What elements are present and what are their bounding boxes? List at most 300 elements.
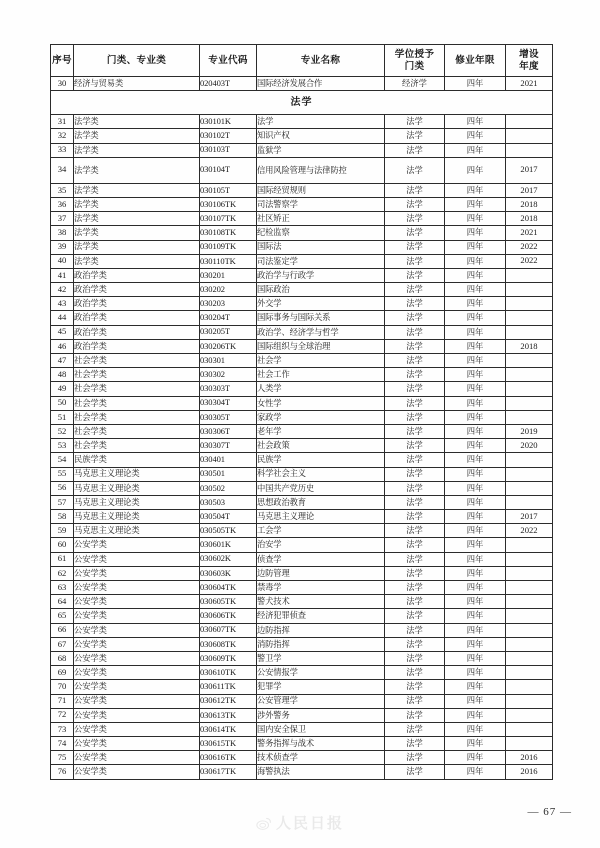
cell-major-name: 马克思主义理论 bbox=[257, 510, 385, 524]
cell-sequence: 38 bbox=[51, 226, 74, 240]
watermark-label: 人民日报 bbox=[275, 815, 344, 832]
majors-table bbox=[50, 44, 553, 780]
cell-sequence: 46 bbox=[51, 339, 74, 353]
cell-category: 公安学类 bbox=[74, 737, 200, 751]
cell-category: 社会学类 bbox=[74, 424, 200, 438]
cell-study-years: 四年 bbox=[445, 354, 506, 368]
cell-major-code: 030611TK bbox=[200, 680, 257, 694]
cell-category: 社会学类 bbox=[74, 382, 200, 396]
cell-sequence: 44 bbox=[51, 311, 74, 325]
column-header-added-year bbox=[506, 45, 553, 77]
table-row bbox=[51, 722, 553, 736]
cell-added-year bbox=[506, 637, 553, 651]
cell-major-code: 030108TK bbox=[200, 226, 257, 240]
cell-major-code: 030103T bbox=[200, 143, 257, 157]
cell-major-name: 国际组织与全球治理 bbox=[257, 339, 385, 353]
cell-major-code: 030304T bbox=[200, 396, 257, 410]
table-row bbox=[51, 311, 553, 325]
cell-major-code: 030612TK bbox=[200, 694, 257, 708]
cell-study-years: 四年 bbox=[445, 566, 506, 580]
table-row bbox=[51, 297, 553, 311]
cell-sequence: 59 bbox=[51, 524, 74, 538]
cell-study-years: 四年 bbox=[445, 439, 506, 453]
cell-added-year: 2022 bbox=[506, 524, 553, 538]
cell-sequence: 60 bbox=[51, 538, 74, 552]
cell-category: 社会学类 bbox=[74, 439, 200, 453]
cell-degree-type: 法学 bbox=[385, 722, 445, 736]
page-number: — 67 — bbox=[527, 806, 572, 818]
cell-major-name: 国际经济发展合作 bbox=[257, 77, 385, 91]
cell-study-years: 四年 bbox=[445, 481, 506, 495]
table-row bbox=[51, 424, 553, 438]
table-row bbox=[51, 283, 553, 297]
cell-study-years: 四年 bbox=[445, 424, 506, 438]
cell-study-years: 四年 bbox=[445, 538, 506, 552]
cell-major-code: 030504T bbox=[200, 510, 257, 524]
cell-added-year bbox=[506, 410, 553, 424]
cell-major-name: 治安学 bbox=[257, 538, 385, 552]
table-row bbox=[51, 737, 553, 751]
cell-major-name: 司法鉴定学 bbox=[257, 254, 385, 268]
cell-added-year bbox=[506, 368, 553, 382]
section-divider-row bbox=[51, 91, 553, 115]
cell-degree-type: 法学 bbox=[385, 566, 445, 580]
cell-category: 法学类 bbox=[74, 197, 200, 211]
cell-degree-type: 法学 bbox=[385, 129, 445, 143]
cell-sequence: 63 bbox=[51, 581, 74, 595]
cell-degree-type: 法学 bbox=[385, 424, 445, 438]
cell-major-code: 030501 bbox=[200, 467, 257, 481]
cell-study-years: 四年 bbox=[445, 240, 506, 254]
table-row bbox=[51, 439, 553, 453]
cell-study-years: 四年 bbox=[445, 396, 506, 410]
cell-category: 经济与贸易类 bbox=[74, 77, 200, 91]
cell-degree-type: 法学 bbox=[385, 226, 445, 240]
cell-category: 公安学类 bbox=[74, 566, 200, 580]
cell-degree-type: 法学 bbox=[385, 623, 445, 637]
cell-sequence: 53 bbox=[51, 439, 74, 453]
cell-major-name: 科学社会主义 bbox=[257, 467, 385, 481]
cell-added-year: 2019 bbox=[506, 424, 553, 438]
cell-sequence: 71 bbox=[51, 694, 74, 708]
cell-added-year bbox=[506, 467, 553, 481]
cell-study-years: 四年 bbox=[445, 226, 506, 240]
cell-category: 公安学类 bbox=[74, 595, 200, 609]
cell-degree-type: 法学 bbox=[385, 666, 445, 680]
cell-category: 公安学类 bbox=[74, 694, 200, 708]
table-row bbox=[51, 254, 553, 268]
cell-category: 政治学类 bbox=[74, 268, 200, 282]
cell-study-years: 四年 bbox=[445, 651, 506, 665]
table-row bbox=[51, 694, 553, 708]
cell-major-code: 030109TK bbox=[200, 240, 257, 254]
cell-degree-type: 法学 bbox=[385, 495, 445, 509]
cell-study-years: 四年 bbox=[445, 495, 506, 509]
cell-major-name: 社会政策 bbox=[257, 439, 385, 453]
cell-degree-type: 法学 bbox=[385, 609, 445, 623]
cell-degree-type: 法学 bbox=[385, 212, 445, 226]
cell-major-name: 警犬技术 bbox=[257, 595, 385, 609]
cell-degree-type: 法学 bbox=[385, 737, 445, 751]
cell-degree-type: 法学 bbox=[385, 183, 445, 197]
cell-category: 公安学类 bbox=[74, 538, 200, 552]
cell-added-year bbox=[506, 538, 553, 552]
table-row bbox=[51, 651, 553, 665]
cell-added-year bbox=[506, 737, 553, 751]
section-title: 法学 bbox=[51, 91, 553, 115]
cell-category: 法学类 bbox=[74, 157, 200, 183]
table-row bbox=[51, 538, 553, 552]
table-header-row bbox=[51, 45, 553, 77]
table-row bbox=[51, 765, 553, 779]
cell-study-years: 四年 bbox=[445, 77, 506, 91]
table-row bbox=[51, 368, 553, 382]
cell-major-name: 监狱学 bbox=[257, 143, 385, 157]
cell-study-years: 四年 bbox=[445, 325, 506, 339]
cell-sequence: 48 bbox=[51, 368, 74, 382]
cell-major-code: 030206TK bbox=[200, 339, 257, 353]
cell-major-code: 030607TK bbox=[200, 623, 257, 637]
cell-added-year: 2018 bbox=[506, 339, 553, 353]
cell-major-name: 警卫学 bbox=[257, 651, 385, 665]
cell-major-name: 侦查学 bbox=[257, 552, 385, 566]
cell-added-year bbox=[506, 694, 553, 708]
column-header-degree bbox=[385, 45, 445, 77]
cell-added-year: 2017 bbox=[506, 510, 553, 524]
cell-category: 公安学类 bbox=[74, 722, 200, 736]
cell-degree-type: 法学 bbox=[385, 297, 445, 311]
cell-major-code: 030602K bbox=[200, 552, 257, 566]
cell-major-code: 030610TK bbox=[200, 666, 257, 680]
cell-major-name: 工会学 bbox=[257, 524, 385, 538]
cell-category: 法学类 bbox=[74, 212, 200, 226]
cell-sequence: 51 bbox=[51, 410, 74, 424]
cell-major-name: 国际政治 bbox=[257, 283, 385, 297]
cell-major-code: 030604TK bbox=[200, 581, 257, 595]
cell-major-name: 女性学 bbox=[257, 396, 385, 410]
cell-sequence: 62 bbox=[51, 566, 74, 580]
cell-degree-type: 法学 bbox=[385, 325, 445, 339]
cell-study-years: 四年 bbox=[445, 197, 506, 211]
cell-added-year bbox=[506, 481, 553, 495]
cell-study-years: 四年 bbox=[445, 382, 506, 396]
cell-major-name: 人类学 bbox=[257, 382, 385, 396]
cell-study-years: 四年 bbox=[445, 115, 506, 129]
cell-category: 民族学类 bbox=[74, 453, 200, 467]
cell-category: 马克思主义理论类 bbox=[74, 524, 200, 538]
cell-study-years: 四年 bbox=[445, 212, 506, 226]
cell-major-code: 030614TK bbox=[200, 722, 257, 736]
table-row bbox=[51, 680, 553, 694]
cell-added-year bbox=[506, 143, 553, 157]
cell-study-years: 四年 bbox=[445, 254, 506, 268]
cell-major-code: 030603K bbox=[200, 566, 257, 580]
table-row bbox=[51, 143, 553, 157]
cell-sequence: 76 bbox=[51, 765, 74, 779]
cell-study-years: 四年 bbox=[445, 637, 506, 651]
cell-major-name: 国际经贸规则 bbox=[257, 183, 385, 197]
column-header-years: 修业年限 bbox=[445, 45, 506, 77]
cell-major-name: 警务指挥与战术 bbox=[257, 737, 385, 751]
column-header-degree-line1: 学位授予 bbox=[394, 49, 435, 61]
cell-major-code: 030101K bbox=[200, 115, 257, 129]
cell-category: 社会学类 bbox=[74, 368, 200, 382]
table-row bbox=[51, 129, 553, 143]
cell-degree-type: 法学 bbox=[385, 694, 445, 708]
cell-major-name: 外交学 bbox=[257, 297, 385, 311]
cell-major-code: 030205T bbox=[200, 325, 257, 339]
cell-added-year bbox=[506, 722, 553, 736]
cell-degree-type: 法学 bbox=[385, 311, 445, 325]
cell-degree-type: 法学 bbox=[385, 368, 445, 382]
cell-added-year: 2021 bbox=[506, 77, 553, 91]
cell-category: 法学类 bbox=[74, 115, 200, 129]
cell-added-year bbox=[506, 651, 553, 665]
cell-category: 公安学类 bbox=[74, 609, 200, 623]
cell-major-code: 030617TK bbox=[200, 765, 257, 779]
table-row bbox=[51, 268, 553, 282]
cell-major-name: 社会工作 bbox=[257, 368, 385, 382]
cell-category: 法学类 bbox=[74, 183, 200, 197]
table-row bbox=[51, 666, 553, 680]
cell-added-year bbox=[506, 325, 553, 339]
cell-degree-type: 法学 bbox=[385, 510, 445, 524]
cell-major-code: 030105T bbox=[200, 183, 257, 197]
cell-added-year bbox=[506, 354, 553, 368]
cell-degree-type: 经济学 bbox=[385, 77, 445, 91]
cell-degree-type: 法学 bbox=[385, 538, 445, 552]
cell-degree-type: 法学 bbox=[385, 157, 445, 183]
cell-category: 公安学类 bbox=[74, 552, 200, 566]
cell-study-years: 四年 bbox=[445, 339, 506, 353]
cell-category: 公安学类 bbox=[74, 751, 200, 765]
cell-degree-type: 法学 bbox=[385, 765, 445, 779]
cell-category: 公安学类 bbox=[74, 708, 200, 722]
cell-category: 公安学类 bbox=[74, 651, 200, 665]
cell-major-name: 信用风险管理与法律防控 bbox=[257, 157, 385, 183]
cell-study-years: 四年 bbox=[445, 680, 506, 694]
column-header-added-line2: 年度 bbox=[519, 60, 539, 72]
cell-category: 政治学类 bbox=[74, 311, 200, 325]
cell-added-year bbox=[506, 268, 553, 282]
cell-degree-type: 法学 bbox=[385, 197, 445, 211]
cell-category: 政治学类 bbox=[74, 339, 200, 353]
cell-study-years: 四年 bbox=[445, 157, 506, 183]
cell-sequence: 54 bbox=[51, 453, 74, 467]
table-row bbox=[51, 453, 553, 467]
cell-major-name: 公安管理学 bbox=[257, 694, 385, 708]
cell-category: 社会学类 bbox=[74, 410, 200, 424]
table-row bbox=[51, 325, 553, 339]
cell-sequence: 32 bbox=[51, 129, 74, 143]
cell-category: 公安学类 bbox=[74, 680, 200, 694]
cell-major-code: 030301 bbox=[200, 354, 257, 368]
cell-major-code: 030605TK bbox=[200, 595, 257, 609]
cell-sequence: 72 bbox=[51, 708, 74, 722]
cell-major-name: 政治学、经济学与哲学 bbox=[257, 325, 385, 339]
cell-degree-type: 法学 bbox=[385, 453, 445, 467]
cell-sequence: 57 bbox=[51, 495, 74, 509]
cell-major-name: 国际法 bbox=[257, 240, 385, 254]
cell-added-year bbox=[506, 623, 553, 637]
table-row bbox=[51, 354, 553, 368]
cell-study-years: 四年 bbox=[445, 595, 506, 609]
cell-sequence: 36 bbox=[51, 197, 74, 211]
cell-added-year bbox=[506, 311, 553, 325]
cell-category: 法学类 bbox=[74, 240, 200, 254]
cell-sequence: 74 bbox=[51, 737, 74, 751]
cell-study-years: 四年 bbox=[445, 311, 506, 325]
cell-category: 政治学类 bbox=[74, 283, 200, 297]
cell-degree-type: 法学 bbox=[385, 382, 445, 396]
cell-degree-type: 法学 bbox=[385, 651, 445, 665]
cell-study-years: 四年 bbox=[445, 467, 506, 481]
cell-study-years: 四年 bbox=[445, 751, 506, 765]
cell-major-code: 030616TK bbox=[200, 751, 257, 765]
cell-study-years: 四年 bbox=[445, 129, 506, 143]
cell-sequence: 56 bbox=[51, 481, 74, 495]
cell-added-year: 2018 bbox=[506, 212, 553, 226]
cell-study-years: 四年 bbox=[445, 510, 506, 524]
cell-sequence: 52 bbox=[51, 424, 74, 438]
column-header-category: 门类、专业类 bbox=[74, 45, 200, 77]
cell-major-code: 030606TK bbox=[200, 609, 257, 623]
cell-major-code: 020403T bbox=[200, 77, 257, 91]
cell-sequence: 45 bbox=[51, 325, 74, 339]
cell-study-years: 四年 bbox=[445, 765, 506, 779]
cell-major-name: 海警执法 bbox=[257, 765, 385, 779]
cell-major-code: 030502 bbox=[200, 481, 257, 495]
column-header-added-line1: 增设 bbox=[519, 49, 539, 61]
cell-study-years: 四年 bbox=[445, 581, 506, 595]
cell-sequence: 30 bbox=[51, 77, 74, 91]
cell-study-years: 四年 bbox=[445, 268, 506, 282]
cell-added-year: 2017 bbox=[506, 157, 553, 183]
cell-added-year bbox=[506, 115, 553, 129]
cell-major-name: 民族学 bbox=[257, 453, 385, 467]
cell-major-code: 030505TK bbox=[200, 524, 257, 538]
cell-added-year: 2017 bbox=[506, 183, 553, 197]
cell-category: 马克思主义理论类 bbox=[74, 467, 200, 481]
cell-sequence: 33 bbox=[51, 143, 74, 157]
cell-study-years: 四年 bbox=[445, 410, 506, 424]
cell-study-years: 四年 bbox=[445, 183, 506, 197]
cell-sequence: 75 bbox=[51, 751, 74, 765]
cell-category: 法学类 bbox=[74, 129, 200, 143]
cell-degree-type: 法学 bbox=[385, 254, 445, 268]
cell-degree-type: 法学 bbox=[385, 240, 445, 254]
table-row bbox=[51, 609, 553, 623]
cell-major-name: 经济犯罪侦查 bbox=[257, 609, 385, 623]
cell-major-code: 030110TK bbox=[200, 254, 257, 268]
cell-study-years: 四年 bbox=[445, 694, 506, 708]
table-row bbox=[51, 77, 553, 91]
table-row bbox=[51, 510, 553, 524]
cell-major-name: 技术侦查学 bbox=[257, 751, 385, 765]
cell-degree-type: 法学 bbox=[385, 115, 445, 129]
table-row bbox=[51, 524, 553, 538]
cell-category: 马克思主义理论类 bbox=[74, 495, 200, 509]
cell-degree-type: 法学 bbox=[385, 339, 445, 353]
cell-major-name: 涉外警务 bbox=[257, 708, 385, 722]
cell-study-years: 四年 bbox=[445, 666, 506, 680]
cell-major-code: 030102T bbox=[200, 129, 257, 143]
table-header bbox=[51, 45, 553, 77]
table-row bbox=[51, 396, 553, 410]
cell-major-code: 030401 bbox=[200, 453, 257, 467]
cell-added-year bbox=[506, 595, 553, 609]
cell-degree-type: 法学 bbox=[385, 637, 445, 651]
table-row bbox=[51, 623, 553, 637]
cell-major-code: 030204T bbox=[200, 311, 257, 325]
cell-sequence: 40 bbox=[51, 254, 74, 268]
cell-added-year: 2016 bbox=[506, 751, 553, 765]
table-row bbox=[51, 708, 553, 722]
cell-sequence: 69 bbox=[51, 666, 74, 680]
cell-added-year bbox=[506, 129, 553, 143]
cell-major-code: 030608TK bbox=[200, 637, 257, 651]
cell-degree-type: 法学 bbox=[385, 552, 445, 566]
cell-added-year: 2018 bbox=[506, 197, 553, 211]
table-row bbox=[51, 183, 553, 197]
cell-major-name: 公安情报学 bbox=[257, 666, 385, 680]
column-header-degree-line2: 门类 bbox=[404, 60, 425, 72]
cell-major-code: 030106TK bbox=[200, 197, 257, 211]
column-header-name: 专业名称 bbox=[257, 45, 385, 77]
cell-major-code: 030107TK bbox=[200, 212, 257, 226]
cell-category: 社会学类 bbox=[74, 396, 200, 410]
cell-major-name: 法学 bbox=[257, 115, 385, 129]
cell-study-years: 四年 bbox=[445, 552, 506, 566]
table-row bbox=[51, 157, 553, 183]
cell-study-years: 四年 bbox=[445, 368, 506, 382]
cell-sequence: 41 bbox=[51, 268, 74, 282]
cell-sequence: 34 bbox=[51, 157, 74, 183]
cell-major-name: 边防管理 bbox=[257, 566, 385, 580]
table-row bbox=[51, 637, 553, 651]
table-row bbox=[51, 495, 553, 509]
cell-category: 社会学类 bbox=[74, 354, 200, 368]
cell-degree-type: 法学 bbox=[385, 439, 445, 453]
cell-degree-type: 法学 bbox=[385, 283, 445, 297]
cell-category: 法学类 bbox=[74, 143, 200, 157]
cell-degree-type: 法学 bbox=[385, 680, 445, 694]
cell-sequence: 47 bbox=[51, 354, 74, 368]
cell-added-year bbox=[506, 708, 553, 722]
cell-sequence: 73 bbox=[51, 722, 74, 736]
cell-sequence: 66 bbox=[51, 623, 74, 637]
cell-degree-type: 法学 bbox=[385, 143, 445, 157]
cell-sequence: 67 bbox=[51, 637, 74, 651]
cell-study-years: 四年 bbox=[445, 143, 506, 157]
cell-study-years: 四年 bbox=[445, 609, 506, 623]
cell-sequence: 64 bbox=[51, 595, 74, 609]
cell-major-name: 政治学与行政学 bbox=[257, 268, 385, 282]
table-row bbox=[51, 581, 553, 595]
cell-sequence: 35 bbox=[51, 183, 74, 197]
watermark bbox=[0, 812, 600, 833]
cell-added-year bbox=[506, 680, 553, 694]
cell-category: 马克思主义理论类 bbox=[74, 510, 200, 524]
cell-degree-type: 法学 bbox=[385, 268, 445, 282]
cell-major-name: 消防指挥 bbox=[257, 637, 385, 651]
cell-major-code: 030303T bbox=[200, 382, 257, 396]
cell-sequence: 65 bbox=[51, 609, 74, 623]
table-row bbox=[51, 212, 553, 226]
cell-added-year bbox=[506, 566, 553, 580]
cell-added-year: 2021 bbox=[506, 226, 553, 240]
cell-major-code: 030306T bbox=[200, 424, 257, 438]
